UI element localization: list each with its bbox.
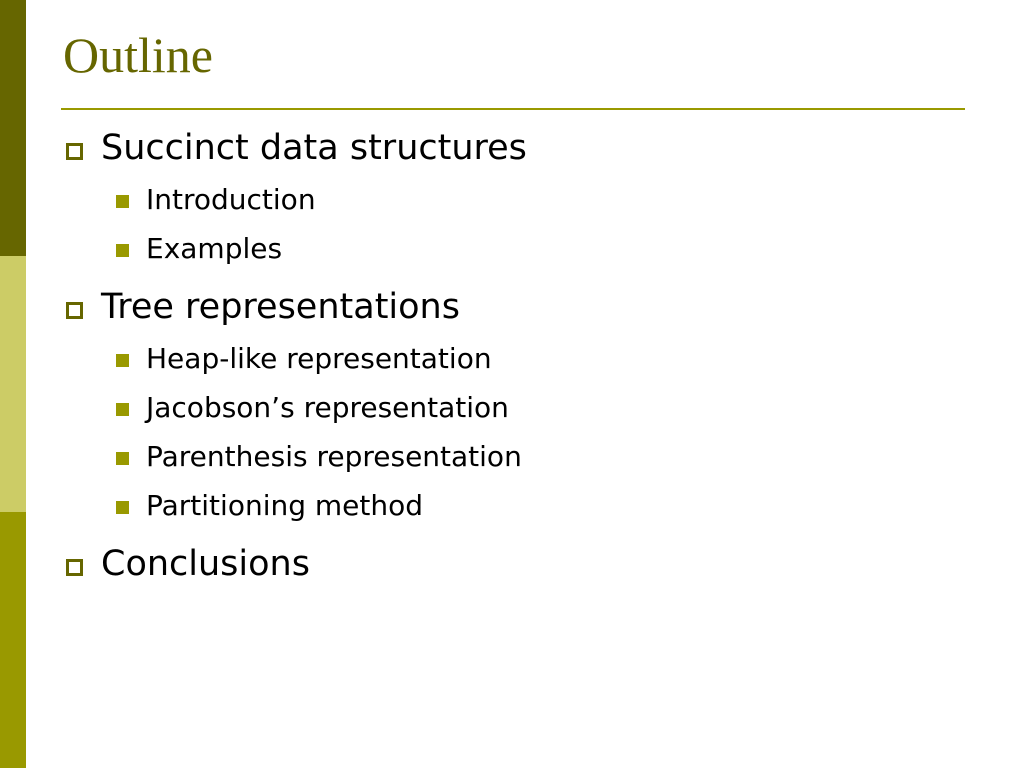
outline-subitem-partitioning bbox=[63, 481, 963, 530]
sidebar-segment-top bbox=[0, 0, 26, 256]
outline-item-tree-representations bbox=[63, 281, 963, 333]
sidebar-segment-middle bbox=[0, 256, 26, 512]
filled-square-bullet-icon bbox=[116, 501, 129, 514]
outline-subitem-label: Introduction bbox=[146, 183, 316, 216]
outline-subitem-introduction bbox=[63, 175, 963, 224]
outline-subitem-heap-like bbox=[63, 334, 963, 383]
sidebar-segment-bottom bbox=[0, 512, 26, 768]
outline-item-label: Tree representations bbox=[101, 287, 460, 327]
outline-subitem-examples bbox=[63, 224, 963, 273]
slide-title: Outline bbox=[63, 27, 213, 83]
outline-subitem-label: Examples bbox=[146, 232, 283, 265]
outline-list bbox=[63, 122, 963, 590]
hollow-square-bullet-icon bbox=[66, 302, 83, 319]
outline-item-label: Conclusions bbox=[101, 544, 310, 584]
outline-subitem-label: Parenthesis representation bbox=[146, 440, 522, 473]
filled-square-bullet-icon bbox=[116, 452, 129, 465]
filled-square-bullet-icon bbox=[116, 195, 129, 208]
outline-subitem-label: Jacobson’s representation bbox=[146, 391, 509, 424]
outline-item-succinct-data-structures bbox=[63, 122, 963, 174]
filled-square-bullet-icon bbox=[116, 354, 129, 367]
hollow-square-bullet-icon bbox=[66, 143, 83, 160]
outline-item-label: Succinct data structures bbox=[101, 128, 527, 168]
outline-subitem-label: Partitioning method bbox=[146, 489, 424, 522]
outline-subitem-label: Heap-like representation bbox=[146, 342, 492, 375]
outline-item-conclusions bbox=[63, 538, 963, 590]
filled-square-bullet-icon bbox=[116, 403, 129, 416]
outline-subitem-jacobson bbox=[63, 383, 963, 432]
sidebar-decoration bbox=[0, 0, 26, 768]
hollow-square-bullet-icon bbox=[66, 559, 83, 576]
title-divider bbox=[61, 108, 965, 110]
filled-square-bullet-icon bbox=[116, 244, 129, 257]
outline-subitem-parenthesis bbox=[63, 432, 963, 481]
